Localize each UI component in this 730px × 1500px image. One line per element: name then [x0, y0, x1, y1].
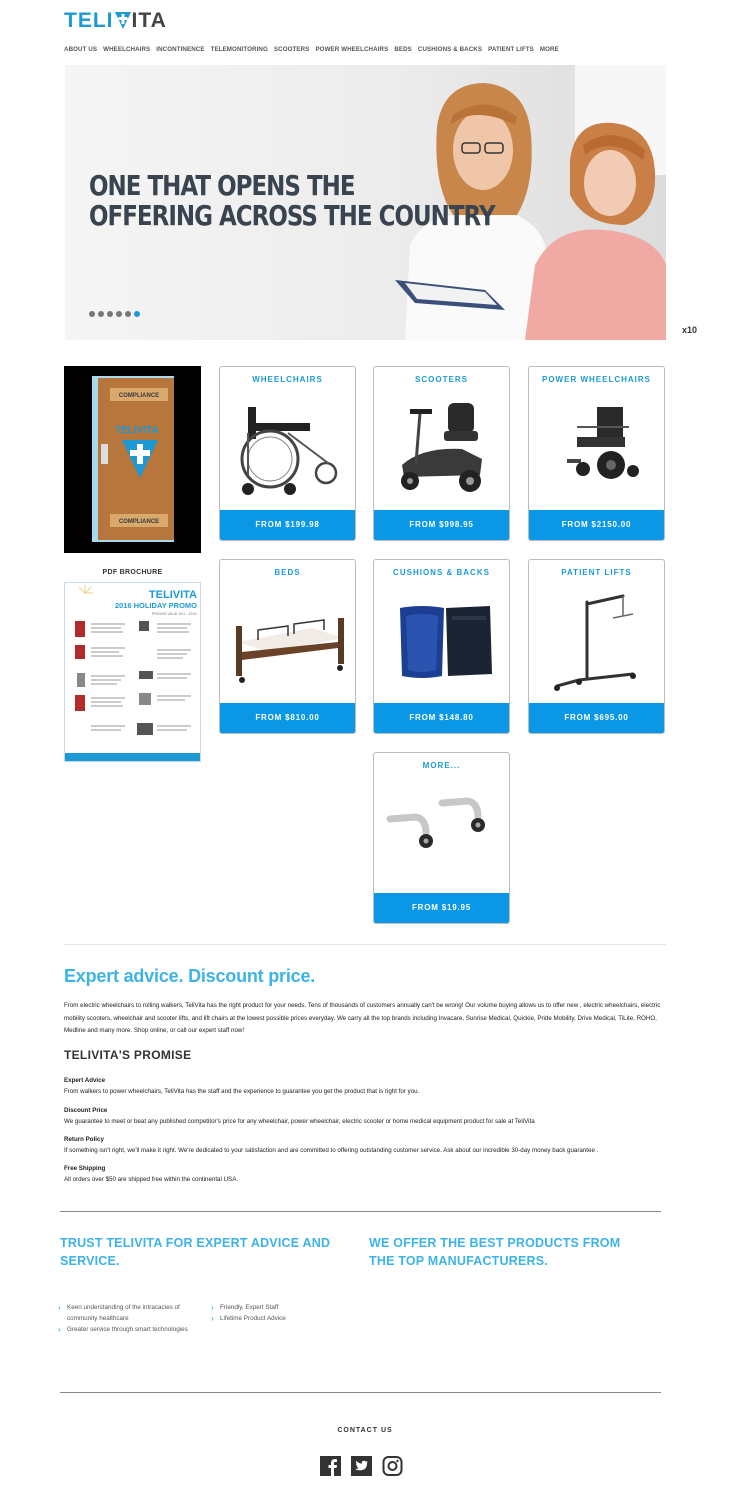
logo-right: ITA [131, 9, 167, 32]
hero-title [89, 171, 495, 231]
logo-left: TELI [64, 9, 114, 32]
slider-dots [89, 311, 140, 317]
bullet-item [213, 1313, 353, 1324]
slider-dot-3[interactable] [107, 311, 113, 317]
promise-title: Free Shipping [64, 1165, 106, 1172]
contact-us-link[interactable]: CONTACT US [337, 1427, 393, 1434]
product-card-patient-lifts[interactable] [528, 559, 665, 734]
scooter-image [382, 393, 502, 505]
door-illustration [64, 366, 201, 553]
slider-dot-4[interactable] [116, 311, 122, 317]
promo-flyer-illustration [65, 583, 201, 762]
bullet-item [213, 1302, 353, 1313]
bullet-text: Lifetime Product Advice [220, 1315, 286, 1323]
promise-heading: TELIVITA'S PROMISE [64, 1048, 192, 1062]
trust-heading-right: WE OFFER THE BEST PRODUCTS FROM THE TOP MANUFACTURERS. [369, 1236, 621, 1268]
promise-item-discount-price [64, 1107, 664, 1125]
bullet-text: Keen understanding of the intracacies of community healthcare [67, 1304, 180, 1323]
card-price-button[interactable]: FROM $998.95 [374, 510, 509, 540]
patient-lift-image [537, 586, 657, 698]
promise-item-return-policy [64, 1136, 664, 1154]
cushion-image [382, 586, 502, 698]
chevron-right-icon: › [58, 1325, 61, 1335]
product-card-beds[interactable] [219, 559, 356, 734]
nav-beds[interactable]: BEDS [394, 46, 412, 53]
nav-about-us[interactable]: ABOUT US [64, 46, 98, 53]
nav-scooters[interactable]: SCOOTERS [273, 46, 310, 53]
expert-advice-heading: Expert advice. Discount price. [64, 966, 316, 986]
card-price-button[interactable]: FROM $810.00 [220, 703, 355, 733]
slider-dot-5[interactable] [125, 311, 131, 317]
nav-wheelchairs[interactable]: WHEELCHAIRS [103, 46, 151, 53]
card-price-button[interactable]: FROM $695.00 [529, 703, 664, 733]
hero-title-line-1: ONE THAT OPENS THE [89, 169, 355, 202]
chevron-right-icon: › [58, 1303, 61, 1312]
promo-title: 2016 HOLIDAY PROMO [114, 601, 197, 610]
product-card-power-wheelchairs[interactable] [528, 366, 665, 541]
promise-item-free-shipping [64, 1165, 664, 1183]
social-links [320, 1456, 403, 1476]
pdf-brochure-label[interactable]: PDF BROCHURE [102, 569, 163, 576]
nav-telemonitoring[interactable]: TELEMONITORING [210, 46, 268, 53]
facebook-icon[interactable] [320, 1456, 341, 1476]
trust-heading-left: TRUST TELIVITA FOR EXPERT ADVICE AND SERVICE. [60, 1236, 331, 1268]
chevron-right-icon: › [211, 1314, 214, 1324]
door-sign-bottom: COMPLIANCE [118, 519, 160, 525]
promise-text: All orders over $50 are shipped free within the continental USA. [64, 1176, 239, 1183]
card-title: CUSHIONS & BACKS [393, 568, 490, 577]
promo-subtitle: PRICING VALID 10/1 - 12/31 [151, 612, 197, 616]
slider-dot-6[interactable] [134, 311, 140, 317]
promise-title: Expert Advice [64, 1077, 106, 1084]
nav-more[interactable]: MORE [539, 46, 559, 53]
bullet-item [60, 1324, 196, 1335]
product-card-scooters[interactable] [373, 366, 510, 541]
promise-text: If something isn't right, we'll make it right. We're dedicated to your satisfaction and are committed to offering outstanding customer service. Ask about our incredible 30-day money back guarantee . [64, 1147, 599, 1154]
product-card-cushions-backs[interactable] [373, 559, 510, 734]
door-sign-top: COMPLIANCE [118, 393, 160, 399]
nav-patient-lifts[interactable]: PATIENT LIFTS [488, 46, 534, 53]
section-divider [64, 944, 666, 945]
bullet-item [60, 1302, 196, 1324]
product-card-wheelchairs[interactable] [219, 366, 356, 541]
nav-power-wheelchairs[interactable]: POWER WHEELCHAIRS [315, 46, 389, 53]
card-price-button[interactable]: FROM $199.98 [220, 510, 355, 540]
card-title: POWER WHEELCHAIRS [542, 375, 651, 384]
slider-dot-1[interactable] [89, 311, 95, 317]
nav-cushions-backs[interactable]: CUSHIONS & BACKS [417, 46, 483, 53]
zoom-multiplier: x10 [682, 325, 698, 335]
trust-bullets-col1 [60, 1302, 196, 1336]
product-card-more[interactable] [373, 752, 510, 924]
site-logo[interactable] [64, 8, 167, 34]
card-title: BEDS [274, 568, 301, 577]
hero-title-line-2: OFFERING ACROSS THE COUNTRY [89, 199, 495, 232]
promo-logo: TELIVITA [148, 589, 197, 601]
card-title: WHEELCHAIRS [252, 375, 323, 384]
wheelchair-image [228, 393, 348, 505]
card-price-button[interactable]: FROM $2150.00 [529, 510, 664, 540]
hospital-bed-image [228, 586, 348, 698]
footer-divider-bottom [60, 1392, 661, 1393]
promise-text: From walkers to power wheelchairs, TeliVita has the staff and the experience to guarantee you get the product that is right for you. [64, 1088, 420, 1095]
instagram-icon[interactable] [382, 1456, 403, 1476]
door-logo-text: TELIVITA [115, 425, 159, 436]
promise-title: Return Policy [64, 1136, 104, 1143]
twitter-icon[interactable] [351, 1456, 372, 1476]
promise-title: Discount Price [64, 1107, 108, 1114]
card-title: PATIENT LIFTS [561, 568, 632, 577]
card-title: SCOOTERS [415, 375, 468, 384]
chevron-right-icon: › [211, 1303, 214, 1312]
slider-dot-2[interactable] [98, 311, 104, 317]
holiday-promo-flyer[interactable] [64, 582, 201, 762]
footer-divider-top [60, 1211, 661, 1212]
trust-bullets-col2 [213, 1302, 353, 1324]
bullet-text: Friendly, Expert Staff [220, 1304, 279, 1311]
power-wheelchair-image [537, 393, 657, 505]
main-nav [64, 46, 559, 53]
card-title: MORE... [422, 761, 461, 770]
bullet-text: Greater service through smart technologies [67, 1326, 188, 1334]
card-price-button[interactable]: FROM $148.80 [374, 703, 509, 733]
promise-text: We guarantee to meet or beat any published competitor's price for any wheelchair, power wheelchair, electric scooter or home medical equipment product for sale at TeliVita [64, 1118, 535, 1125]
nav-incontinence[interactable]: INCONTINENCE [156, 46, 205, 53]
promise-item-expert-advice [64, 1077, 664, 1095]
card-price-button[interactable]: FROM $19.95 [374, 893, 509, 923]
hero-slider[interactable] [65, 65, 666, 340]
accessory-image [382, 779, 502, 891]
logo-v-mark [114, 9, 132, 33]
expert-advice-paragraph: From electric wheelchairs to rolling walkers, TeliVita has the right product for your needs. Tens of thousands of customers annually can't be wrong! Our volume buying allows us to offer new , electric wheelchairs, electric mobility scooters, wheelchair and scooter lifts, and lift chairs at the lowest possible prices everyday. We carry all the top brands including Invacare, Sunrise Medical, Quickie, Pride Mobility, Drive Medical, TiLite, ROHO, Medline and many more. Shop online, or call our expert staff now! [64, 1002, 661, 1034]
brochure-door-image[interactable] [64, 366, 201, 553]
